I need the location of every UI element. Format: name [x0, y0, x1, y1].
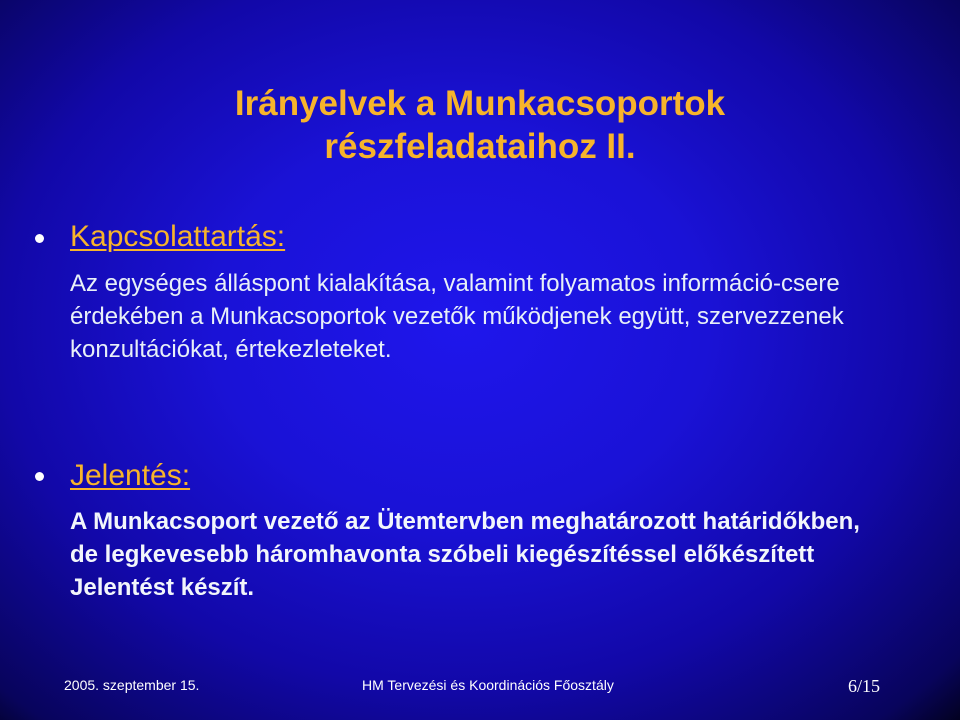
- footer-organization: HM Tervezési és Koordinációs Főosztály: [362, 677, 614, 693]
- footer-date: 2005. szeptember 15.: [64, 677, 200, 693]
- slide-title-line-2: részfeladataihoz II.: [324, 127, 636, 166]
- section-heading-kapcsolattartas: Kapcsolattartás:: [70, 220, 286, 253]
- slide-title: [180, 82, 780, 168]
- bullet-icon: [35, 472, 44, 481]
- slide-title-line-1: Irányelvek a Munkacsoportok: [234, 84, 726, 123]
- section-heading-jelentes: Jelentés:: [70, 459, 191, 492]
- page-number: 6/15: [848, 676, 881, 696]
- section-text-kapcsolattartas: Az egységes álláspont kialakítása, valamint folyamatos információ-csere érdekében a Munkacsoportok vezetők működjenek együtt, szervezzenek konzultációkat, értekezleteket.: [70, 270, 844, 363]
- section-text-jelentes: A Munkacsoport vezető az Ütemtervben meghatározott határidőkben, de legkevesebb háromhavonta szóbeli kiegészítéssel előkészített Jelentést készít.: [70, 508, 860, 601]
- bullet-icon: [35, 234, 44, 243]
